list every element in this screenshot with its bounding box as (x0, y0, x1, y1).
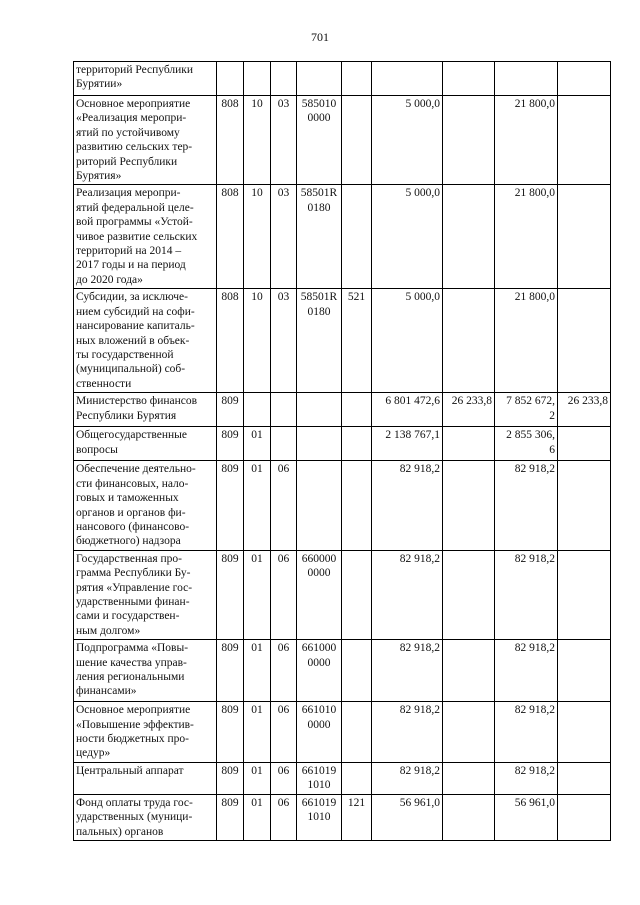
amount-year1-subvention-cell (443, 393, 495, 427)
row-name-cell (74, 96, 217, 185)
amount-year1-cell (372, 185, 443, 289)
amount-year1-subvention-cell (443, 762, 495, 794)
section-code-cell-text: 01 (251, 796, 263, 809)
ved-code-cell-text: 808 (221, 98, 239, 110)
section-code-cell-text: 10 (251, 98, 263, 110)
ved-code-cell (217, 794, 244, 840)
amount-year1-cell (372, 62, 443, 96)
subsection-code-cell (271, 461, 297, 550)
target-article-cell-text: 58501R 0180 (300, 291, 338, 318)
section-code-cell-text: 01 (251, 704, 263, 717)
row-name-cell-text: Основное мероприятие «Реализация меропри- ятий по устойчивому развитию сельских тер- риторий Республики Бурятия» (76, 98, 193, 183)
section-code-cell (244, 550, 271, 639)
amount-year2-cell (495, 794, 558, 840)
amount-year2-subvention-cell (558, 550, 611, 639)
subsection-code-cell (271, 62, 297, 96)
amount-year2-subvention-cell (558, 289, 611, 393)
target-article-cell (297, 794, 342, 840)
amount-year2-subvention-cell (558, 96, 611, 185)
amount-year2-cell-text: 21 800,0 (514, 291, 555, 304)
section-code-cell (244, 762, 271, 794)
subsection-code-cell (271, 794, 297, 840)
table-row (74, 794, 611, 840)
expense-type-cell (342, 427, 372, 461)
subsection-code-cell (271, 762, 297, 794)
amount-year1-cell-text: 82 918,2 (399, 704, 440, 717)
amount-year1-subvention-cell (443, 640, 495, 702)
table-row (74, 62, 611, 96)
amount-year1-cell-text: 5 000,0 (405, 98, 440, 110)
target-article-cell (297, 393, 342, 427)
amount-year1-subvention-cell (443, 185, 495, 289)
subsection-code-cell-text: 03 (277, 291, 290, 304)
expense-type-cell (342, 185, 372, 289)
ved-code-cell (217, 96, 244, 185)
row-name-cell (74, 762, 217, 794)
target-article-cell (297, 96, 342, 185)
row-name-cell (74, 62, 217, 96)
amount-year2-cell (495, 762, 558, 794)
ved-code-cell (217, 640, 244, 702)
expense-type-cell (342, 640, 372, 702)
subsection-code-cell (271, 640, 297, 702)
ved-code-cell (217, 762, 244, 794)
table-row (74, 702, 611, 763)
row-name-cell (74, 427, 217, 461)
amount-year2-cell-text: 82 918,2 (514, 764, 555, 777)
target-article-cell (297, 550, 342, 639)
amount-year1-subvention-cell (443, 702, 495, 763)
expense-type-cell (342, 550, 372, 639)
amount-year2-subvention-cell (558, 702, 611, 763)
target-article-cell (297, 62, 342, 96)
amount-year1-cell (372, 96, 443, 185)
subsection-code-cell-text: 06 (277, 642, 290, 655)
amount-year2-subvention-cell (558, 427, 611, 461)
table-body (74, 62, 611, 841)
amount-year1-cell (372, 393, 443, 427)
amount-year2-subvention-cell (558, 393, 611, 427)
amount-year2-cell-text: 82 918,2 (514, 552, 555, 565)
ved-code-cell-text: 809 (221, 552, 239, 565)
section-code-cell (244, 461, 271, 550)
row-name-cell (74, 185, 217, 289)
expense-type-cell-text: 121 (347, 796, 366, 809)
row-name-cell-text: Подпрограмма «Повы- шение качества управ- ления региональными финансами» (76, 642, 189, 698)
amount-year2-cell-text: 2 855 306, 6 (506, 429, 555, 456)
amount-year1-subvention-cell (443, 461, 495, 550)
amount-year2-cell (495, 550, 558, 639)
page-number: 701 (311, 30, 329, 44)
amount-year2-cell-text: 82 918,2 (514, 642, 555, 655)
section-code-cell (244, 289, 271, 393)
amount-year1-subvention-cell (443, 550, 495, 639)
row-name-cell-text: территорий Республики Бурятии» (76, 64, 194, 91)
section-code-cell-text: 01 (251, 429, 263, 442)
ved-code-cell-text: 809 (221, 796, 239, 809)
target-article-cell (297, 702, 342, 763)
amount-year2-cell-text: 21 800,0 (514, 187, 555, 200)
amount-year1-subvention-cell-text: 26 233,8 (451, 395, 492, 408)
amount-year2-cell (495, 393, 558, 427)
ved-code-cell-text: 809 (221, 704, 239, 717)
target-article-cell (297, 427, 342, 461)
target-article-cell (297, 640, 342, 702)
amount-year2-cell (495, 96, 558, 185)
subsection-code-cell (271, 289, 297, 393)
row-name-cell-text: Субсидии, за исключе- нием субсидий на софи- нансирование капиталь- ных вложений в объек- ты государственной (муниципальной) соб- ственности (76, 291, 195, 390)
amount-year2-cell-text: 82 918,2 (514, 704, 555, 717)
expense-type-cell (342, 794, 372, 840)
ved-code-cell (217, 550, 244, 639)
amount-year1-subvention-cell (443, 794, 495, 840)
expense-type-cell (342, 96, 372, 185)
row-name-cell (74, 794, 217, 840)
amount-year2-subvention-cell (558, 62, 611, 96)
amount-year1-cell (372, 794, 443, 840)
subsection-code-cell-text: 06 (277, 704, 290, 717)
target-article-cell (297, 762, 342, 794)
ved-code-cell (217, 289, 244, 393)
amount-year2-subvention-cell-text: 26 233,8 (567, 395, 608, 408)
target-article-cell-text: 661010 0000 (301, 704, 337, 731)
ved-code-cell-text: 809 (221, 463, 239, 476)
subsection-code-cell (271, 96, 297, 185)
subsection-code-cell (271, 393, 297, 427)
amount-year1-cell-text: 5 000,0 (405, 187, 440, 200)
amount-year1-cell-text: 6 801 472,6 (385, 395, 440, 408)
amount-year1-cell-text: 82 918,2 (399, 463, 440, 476)
amount-year1-subvention-cell (443, 96, 495, 185)
target-article-cell-text: 661019 1010 (301, 764, 337, 792)
amount-year1-cell (372, 640, 443, 702)
expense-type-cell-text: 521 (347, 291, 366, 304)
target-article-cell-text: 660000 0000 (301, 552, 337, 580)
row-name-cell (74, 702, 217, 763)
table-row (74, 289, 611, 393)
row-name-cell-text: Центральный аппарат (76, 764, 184, 777)
ved-code-cell (217, 185, 244, 289)
row-name-cell-text: Обеспечение деятельно- сти финансовых, нало- говых и таможенных органов и органов фи- нансового (финансово- бюджетного) надзора (76, 463, 196, 548)
amount-year1-cell-text: 5 000,0 (405, 291, 440, 304)
amount-year2-cell (495, 289, 558, 393)
section-code-cell (244, 794, 271, 840)
expense-type-cell (342, 393, 372, 427)
ved-code-cell (217, 62, 244, 96)
row-name-cell (74, 461, 217, 550)
amount-year2-subvention-cell (558, 794, 611, 840)
ved-code-cell (217, 461, 244, 550)
amount-year1-cell (372, 762, 443, 794)
expense-type-cell (342, 62, 372, 96)
section-code-cell (244, 96, 271, 185)
section-code-cell-text: 01 (251, 642, 263, 655)
amount-year1-cell-text: 82 918,2 (399, 552, 440, 565)
amount-year1-cell-text: 82 918,2 (399, 642, 440, 655)
subsection-code-cell (271, 427, 297, 461)
row-name-cell-text: Государственная про- грамма Республики Бу- рятия «Управление гос- ударственными финан- сами и государствен- ным долгом» (76, 552, 193, 637)
table-row (74, 762, 611, 794)
subsection-code-cell (271, 702, 297, 763)
table-row (74, 640, 611, 702)
amount-year1-subvention-cell (443, 62, 495, 96)
expense-type-cell (342, 762, 372, 794)
section-code-cell (244, 702, 271, 763)
subsection-code-cell (271, 185, 297, 289)
amount-year2-cell (495, 640, 558, 702)
amount-year2-cell (495, 185, 558, 289)
amount-year1-cell (372, 702, 443, 763)
subsection-code-cell-text: 06 (277, 552, 290, 565)
target-article-cell (297, 185, 342, 289)
amount-year2-cell-text: 82 918,2 (514, 463, 555, 476)
amount-year2-cell-text: 7 852 672, 2 (506, 395, 555, 422)
row-name-cell-text: Фонд оплаты труда гос- ударственных (муници- пальных) органов (76, 796, 193, 838)
amount-year2-cell (495, 461, 558, 550)
subsection-code-cell-text: 03 (277, 187, 290, 200)
subsection-code-cell-text: 03 (277, 98, 290, 110)
expense-type-cell (342, 702, 372, 763)
row-name-cell (74, 640, 217, 702)
row-name-cell-text: Реализация меропри- ятий федеральной целе- вой программы «Устой- чивое развитие сельских территорий на 2014 – 2017 годы и на период до 2020 года» (76, 187, 198, 286)
row-name-cell (74, 289, 217, 393)
section-code-cell-text: 01 (251, 552, 263, 565)
ved-code-cell-text: 808 (221, 187, 239, 200)
table-row (74, 185, 611, 289)
amount-year2-subvention-cell (558, 640, 611, 702)
ved-code-cell-text: 809 (221, 395, 239, 408)
amount-year1-subvention-cell (443, 289, 495, 393)
table-row (74, 393, 611, 427)
target-article-cell-text: 661019 1010 (301, 796, 337, 824)
amount-year1-cell-text: 82 918,2 (399, 764, 440, 777)
row-name-cell-text: Основное мероприятие «Повышение эффектив- ности бюджетных про- цедур» (76, 704, 194, 760)
row-name-cell (74, 550, 217, 639)
amount-year1-subvention-cell (443, 427, 495, 461)
target-article-cell (297, 289, 342, 393)
amount-year1-cell (372, 550, 443, 639)
amount-year2-subvention-cell (558, 461, 611, 550)
section-code-cell-text: 10 (251, 187, 263, 200)
amount-year2-subvention-cell (558, 762, 611, 794)
ved-code-cell (217, 427, 244, 461)
amount-year2-subvention-cell (558, 185, 611, 289)
section-code-cell-text: 01 (251, 463, 263, 476)
target-article-cell-text: 661000 0000 (301, 642, 337, 669)
ved-code-cell (217, 393, 244, 427)
table-row (74, 461, 611, 550)
expense-type-cell (342, 289, 372, 393)
section-code-cell (244, 427, 271, 461)
amount-year2-cell-text: 56 961,0 (514, 796, 555, 809)
section-code-cell (244, 393, 271, 427)
ved-code-cell-text: 809 (221, 429, 239, 442)
ved-code-cell-text: 809 (221, 764, 239, 777)
table-row (74, 550, 611, 639)
amount-year2-cell-text: 21 800,0 (514, 98, 555, 110)
subsection-code-cell-text: 06 (277, 463, 290, 476)
subsection-code-cell (271, 550, 297, 639)
amount-year2-cell (495, 62, 558, 96)
amount-year1-cell-text: 2 138 767,1 (385, 429, 440, 442)
amount-year1-cell-text: 56 961,0 (399, 796, 440, 809)
expense-type-cell (342, 461, 372, 550)
table-row (74, 427, 611, 461)
subsection-code-cell-text: 06 (277, 796, 290, 809)
section-code-cell (244, 62, 271, 96)
table-row (74, 96, 611, 185)
amount-year1-cell (372, 289, 443, 393)
row-name-cell (74, 393, 217, 427)
budget-table (73, 61, 611, 841)
section-code-cell-text: 10 (251, 291, 263, 304)
row-name-cell-text: Министерство финансов Республики Бурятия (76, 395, 198, 422)
ved-code-cell-text: 809 (221, 642, 239, 655)
amount-year1-cell (372, 461, 443, 550)
target-article-cell-text: 58501R 0180 (300, 187, 338, 214)
section-code-cell (244, 640, 271, 702)
subsection-code-cell-text: 06 (277, 764, 290, 777)
amount-year2-cell (495, 427, 558, 461)
target-article-cell-text: 585010 0000 (301, 98, 337, 125)
amount-year2-cell (495, 702, 558, 763)
amount-year1-cell (372, 427, 443, 461)
ved-code-cell-text: 808 (221, 291, 239, 304)
row-name-cell-text: Общегосударственные вопросы (76, 429, 188, 456)
section-code-cell-text: 01 (251, 764, 263, 777)
ved-code-cell (217, 702, 244, 763)
target-article-cell (297, 461, 342, 550)
section-code-cell (244, 185, 271, 289)
